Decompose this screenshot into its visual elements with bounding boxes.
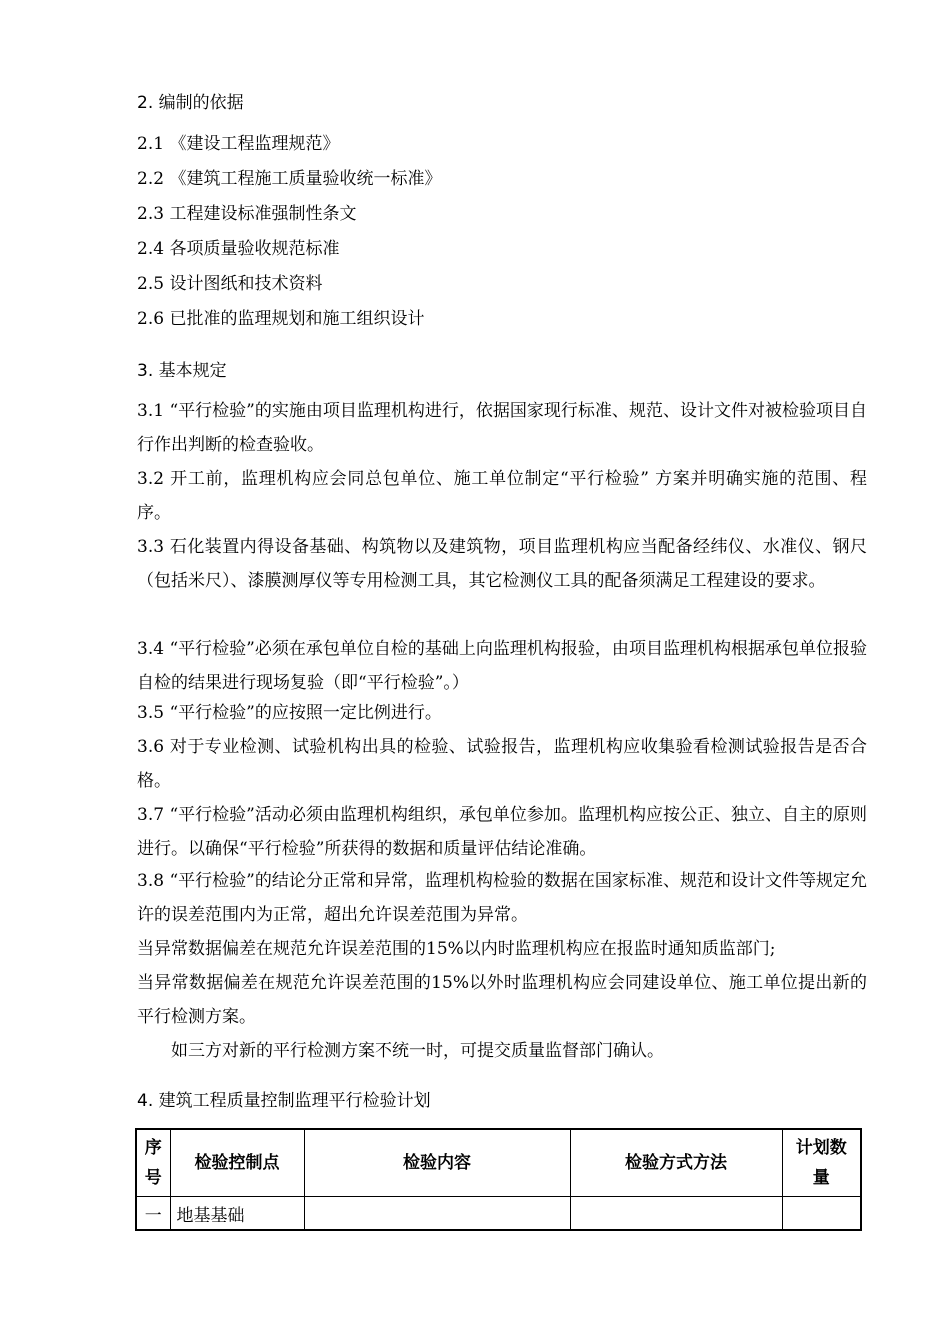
- column-header-quantity: 计划数量: [782, 1129, 861, 1197]
- table-row: [136, 1197, 861, 1231]
- column-header-method: 检验方式方法: [570, 1129, 782, 1197]
- section-3-heading: 3. 基本规定: [137, 361, 227, 381]
- rule-paragraph: 当异常数据偏差在规范允许误差范围的15%以内时监理机构应在报监时通知质监部门;: [137, 939, 776, 959]
- table-cell: 地基基础: [170, 1197, 304, 1231]
- closing-paragraph: 如三方对新的平行检测方案不统一时，可提交质量监督部门确认。: [171, 1041, 664, 1061]
- rule-paragraph: 3.5 “平行检验”的应按照一定比例进行。: [137, 703, 442, 723]
- basis-item: 2.6 已批准的监理规划和施工组织设计: [137, 309, 425, 329]
- section-2-heading: 2. 编制的依据: [137, 93, 244, 113]
- column-header-content: 检验内容: [304, 1129, 570, 1197]
- basis-item: 2.3 工程建设标准强制性条文: [137, 204, 357, 224]
- column-header-control-point: 检验控制点: [170, 1129, 304, 1197]
- table-cell: 一: [136, 1197, 170, 1231]
- basis-item: 2.1 《建设工程监理规范》: [137, 134, 340, 154]
- table-cell: [570, 1197, 782, 1231]
- rule-paragraph: 3.3 石化装置内得设备基础、构筑物以及建筑物，项目监理机构应当配备经纬仪、水准仪、钢尺（包括米尺）、漆膜测厚仪等专用检测工具，其它检测仪工具的配备须满足工程建设的要求。: [137, 537, 867, 591]
- basis-item: 2.4 各项质量验收规范标准: [137, 239, 340, 259]
- section-4-heading: 4. 建筑工程质量控制监理平行检验计划: [137, 1091, 431, 1111]
- table-cell: [782, 1197, 861, 1231]
- basis-item: 2.2 《建筑工程施工质量验收统一标准》: [137, 169, 442, 189]
- rule-paragraph: 3.1 “平行检验”的实施由项目监理机构进行，依据国家现行标准、规范、设计文件对被检验项目自行作出判断的检查验收。: [137, 401, 867, 455]
- rule-paragraph: 当异常数据偏差在规范允许误差范围的15%以外时监理机构应会同建设单位、施工单位提出新的平行检测方案。: [137, 973, 867, 1027]
- rule-paragraph: 3.8 “平行检验”的结论分正常和异常，监理机构检验的数据在国家标准、规范和设计文件等规定允许的误差范围内为正常，超出允许误差范围为异常。: [137, 871, 867, 925]
- basis-item: 2.5 设计图纸和技术资料: [137, 274, 323, 294]
- table-cell: [304, 1197, 570, 1231]
- table-header-row: [136, 1129, 861, 1197]
- rule-paragraph: 3.4 “平行检验”必须在承包单位自检的基础上向监理机构报验，由项目监理机构根据承包单位报验自检的结果进行现场复验（即“平行检验”。）: [137, 639, 867, 693]
- rule-paragraph: 3.2 开工前，监理机构应会同总包单位、施工单位制定“平行检验” 方案并明确实施的范围、程序。: [137, 469, 867, 523]
- rule-paragraph: 3.6 对于专业检测、试验机构出具的检验、试验报告，监理机构应收集验看检测试验报告是否合格。: [137, 737, 867, 791]
- inspection-plan-table: [135, 1128, 862, 1231]
- rule-paragraph: 3.7 “平行检验”活动必须由监理机构组织，承包单位参加。监理机构应按公正、独立、自主的原则进行。以确保“平行检验”所获得的数据和质量评估结论准确。: [137, 805, 867, 859]
- column-header-index: 序号: [136, 1129, 170, 1197]
